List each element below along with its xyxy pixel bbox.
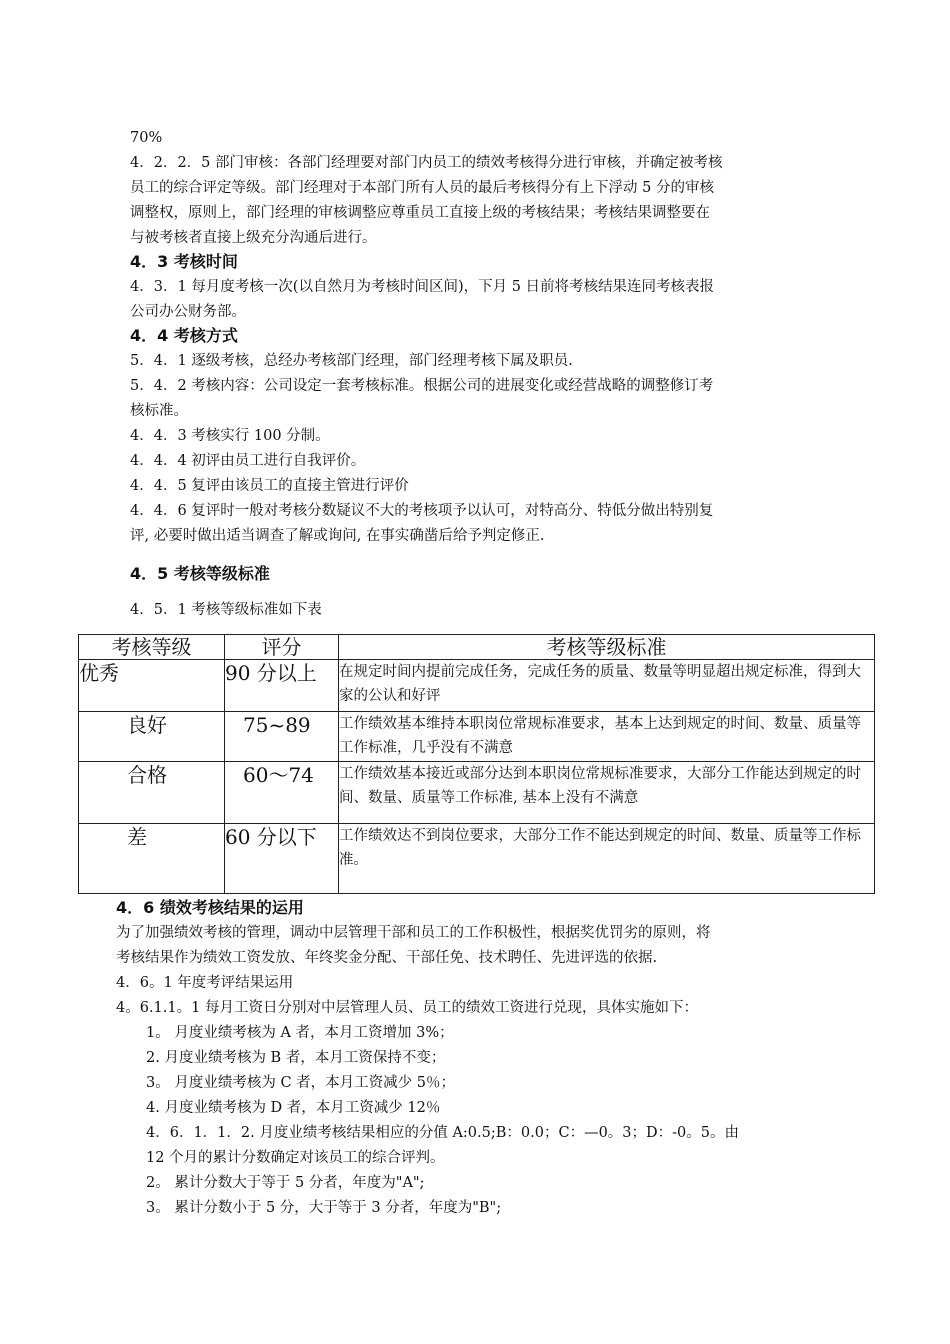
text-line: 5．4．1 逐级考核，总经办考核部门经理，部门经理考核下属及职员. (130, 353, 573, 369)
grade-level: 差 (79, 824, 225, 894)
grade-level: 优秀 (79, 660, 225, 712)
text-line: 为了加强绩效考核的管理，调动中层管理干部和员工的工作积极性，根据奖优罚劣的原则，将 (116, 925, 711, 941)
grade-level: 良好 (79, 712, 225, 762)
text-line: 4．2．2．5 部门审核：各部门经理要对部门内员工的绩效考核得分进行审核，并确定被考核 (130, 155, 723, 171)
text-line: 4．5．1 考核等级标准如下表 (130, 602, 322, 618)
text-line: 4．4．6 复评时一般对考核分数疑议不大的考核项予以认可，对特高分、特低分做出特别复 (130, 503, 714, 519)
grade-description: 工作绩效达不到岗位要求，大部分工作不能达到规定的时间、数量、质量等工作标准。 (339, 824, 875, 894)
text-line: 4．4．5 复评由该员工的直接主管进行评价 (130, 478, 409, 494)
table-row (79, 824, 875, 894)
text-line: 4．6。1 年度考评结果运用 (116, 975, 294, 991)
header-grade: 考核等级 (79, 635, 225, 660)
text-line: 与被考核者直接上级充分沟通后进行。 (130, 230, 377, 246)
heading-4-3: 4．3 考核时间 (130, 252, 238, 271)
text-line: 考核结果作为绩效工资发放、年终奖金分配、干部任免、技术聘任、先进评选的依据. (116, 950, 658, 966)
list-item: 4. 月度业绩考核为 D 者，本月工资减少 12％ (146, 1100, 441, 1116)
header-standard: 考核等级标准 (339, 635, 875, 660)
grade-description: 工作绩效基本维持本职岗位常规标准要求，基本上达到规定的时间、数量、质量等工作标准，几乎没有不满意 (339, 712, 875, 762)
text-line: 4．3．1 每月度考核一次(以自然月为考核时间区间)，下月 5 日前将考核结果连同考核表报 (130, 279, 715, 295)
table-header-row (79, 635, 875, 660)
grade-score: 90 分以上 (225, 660, 339, 712)
table-row (79, 712, 875, 762)
grade-description: 工作绩效基本接近或部分达到本职岗位常规标准要求，大部分工作能达到规定的时间、数量、质量等工作标准, 基本上没有不满意 (339, 762, 875, 824)
table-row (79, 762, 875, 824)
text-line: 评, 必要时做出适当调查了解或询问, 在事实确凿后给予判定修正. (130, 528, 545, 544)
list-item: 1。 月度业绩考核为 A 者，本月工资增加 3%； (146, 1025, 454, 1041)
paragraph-70-percent: 70% (130, 130, 163, 146)
heading-4-4: 4．4 考核方式 (130, 326, 238, 345)
list-item: 2. 月度业绩考核为 B 者，本月工资保持不变； (146, 1050, 446, 1066)
text-line: 4。6.1.1。1 每月工资日分别对中层管理人员、员工的绩效工资进行兑现，具体实施如下： (116, 1000, 698, 1016)
grade-score: 60～74 (225, 762, 339, 824)
heading-4-6: 4．6 绩效考核结果的运用 (116, 898, 304, 917)
text-line: 公司办公财务部。 (130, 304, 246, 320)
heading-4-5: 4．5 考核等级标准 (130, 564, 270, 583)
grade-standard-table (78, 634, 875, 894)
list-item: 2。 累计分数大于等于 5 分者，年度为"A"; (146, 1175, 425, 1191)
table-row (79, 660, 875, 712)
text-line: 员工的综合评定等级。部门经理对于本部门所有人员的最后考核得分有上下浮动 5 分的审核 (130, 180, 714, 196)
grade-description: 在规定时间内提前完成任务，完成任务的质量、数量等明显超出规定标准，得到大家的公认和好评 (339, 660, 875, 712)
header-score: 评分 (225, 635, 339, 660)
text-line: 核标准。 (130, 403, 188, 419)
text-line: 5．4．2 考核内容：公司设定一套考核标准。根据公司的进展变化或经营战略的调整修订考 (130, 378, 714, 394)
list-item: 3。 累计分数小于 5 分，大于等于 3 分者，年度为"B"; (146, 1200, 502, 1216)
text-line: 调整权，原则上，部门经理的审核调整应尊重员工直接上级的考核结果；考核结果调整要在 (130, 205, 710, 221)
grade-score: 60 分以下 (225, 824, 339, 894)
text-line: 4．4．3 考核实行 100 分制。 (130, 428, 330, 444)
grade-level: 合格 (79, 762, 225, 824)
text-line: 4．6．1．1．2. 月度业绩考核结果相应的分值 A:0.5;B：0.0；C：—0。3；D：-0。5。由 (146, 1125, 739, 1141)
text-line: 4．4．4 初评由员工进行自我评价。 (130, 453, 366, 469)
list-item: 3。 月度业绩考核为 C 者，本月工资减少 5％； (146, 1075, 455, 1091)
text-line: 12 个月的累计分数确定对该员工的综合评判。 (146, 1150, 445, 1166)
grade-score: 75~89 (225, 712, 339, 762)
